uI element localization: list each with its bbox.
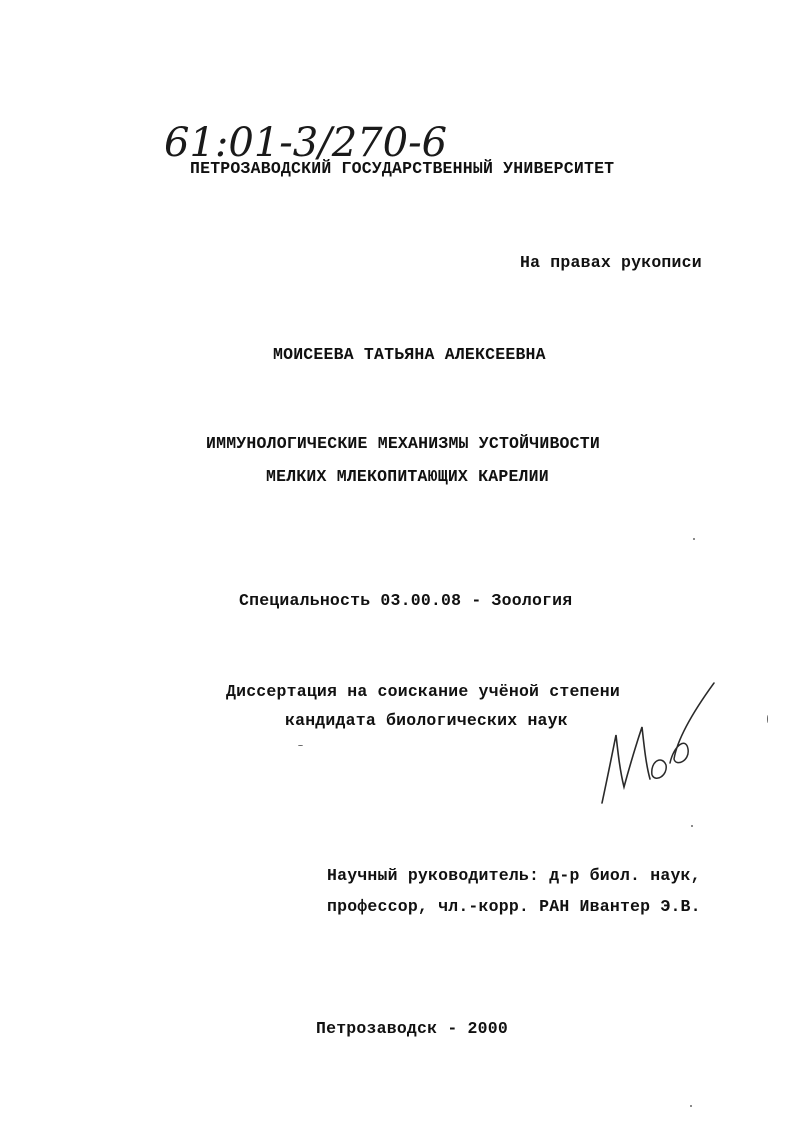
supervisor-line-2: профессор, чл.-корр. РАН Ивантер Э.В. bbox=[327, 897, 701, 916]
scan-speck bbox=[690, 1105, 692, 1107]
scan-speck bbox=[767, 715, 768, 723]
dissertation-line-1: Диссертация на соискание учёной степени bbox=[226, 682, 620, 701]
scan-speck bbox=[693, 538, 695, 540]
scan-speck bbox=[691, 825, 693, 827]
specialty: Специальность 03.00.08 - Зоология bbox=[239, 591, 573, 610]
scan-speck bbox=[298, 745, 303, 746]
dissertation-line-2: кандидата биологических наук bbox=[285, 711, 568, 730]
university-name: ПЕТРОЗАВОДСКИЙ ГОСУДАРСТВЕННЫЙ УНИВЕРСИТЕТ bbox=[190, 159, 615, 178]
manuscript-note: На правах рукописи bbox=[520, 253, 702, 272]
supervisor-line-1: Научный руководитель: д-р биол. наук, bbox=[327, 866, 701, 885]
city-year: Петрозаводск - 2000 bbox=[316, 1019, 508, 1038]
title-line-1: ИММУНОЛОГИЧЕСКИЕ МЕХАНИЗМЫ УСТОЙЧИВОСТИ bbox=[206, 434, 600, 453]
author-name: МОИСЕЕВА ТАТЬЯНА АЛЕКСЕЕВНА bbox=[273, 345, 546, 364]
title-line-2: МЕЛКИХ МЛЕКОПИТАЮЩИХ КАРЕЛИИ bbox=[266, 467, 549, 486]
signature bbox=[590, 675, 720, 815]
archive-number-text: 61:01-3/270-6 bbox=[164, 120, 448, 166]
